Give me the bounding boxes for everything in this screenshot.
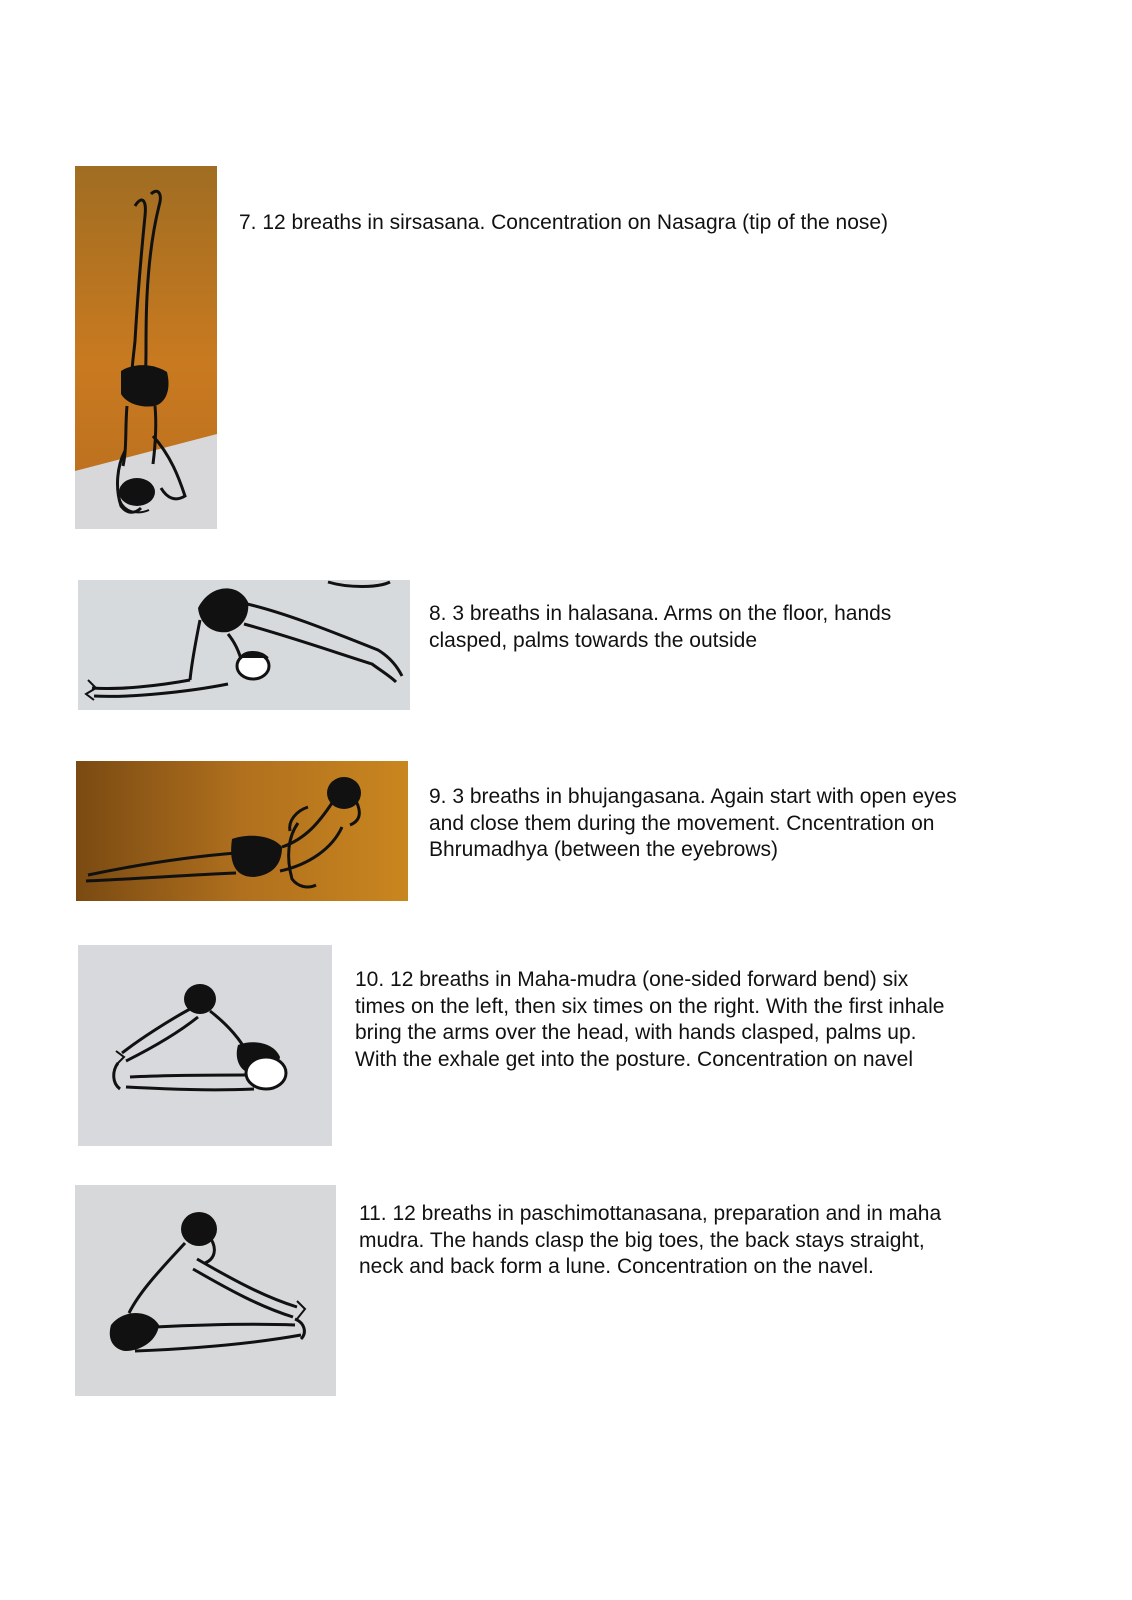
pose-11-line-3: neck and back form a lune. Concentration on the navel. [359, 1255, 874, 1278]
pose-8-line-2: clasped, palms towards the outside [429, 628, 758, 652]
pose-7-text [239, 210, 888, 237]
pose-8-line-1: 8. 3 breaths in halasana. Arms on the floor, hands [429, 602, 892, 625]
pose-11-line-1: 11. 12 breaths in paschimottanasana, preparation and in maha [359, 1202, 942, 1225]
maha-mudra-illustration [78, 945, 332, 1146]
pose-9-line-3: Bhrumadhya (between the eyebrows) [429, 838, 779, 861]
pose-9-line-2: and close them during the movement. Cncentration on [429, 811, 935, 835]
pose-10-line-4: With the exhale get into the posture. Concentration on navel [355, 1047, 914, 1071]
pose-11-text [359, 1201, 941, 1281]
pose-11-line-2: mudra. The hands clasp the big toes, the back stays straight, [359, 1228, 925, 1252]
halasana-illustration [78, 580, 410, 710]
pose-10-line-1: 10. 12 breaths in Maha-mudra (one-sided forward bend) six [355, 968, 909, 991]
pose-9-text [429, 784, 957, 864]
pose-10-line-2: times on the left, then six times on the right. With the first inhale [355, 994, 945, 1018]
paschimottanasana-illustration [75, 1185, 336, 1396]
bhujangasana-illustration [76, 761, 408, 901]
pose-8-text [429, 601, 891, 654]
pose-7-line-1: 7. 12 breaths in sirsasana. Concentration on Nasagra (tip of the nose) [239, 211, 889, 234]
pose-10-text [355, 967, 944, 1073]
pose-9-line-1: 9. 3 breaths in bhujangasana. Again start with open eyes [429, 785, 957, 808]
sirsasana-illustration [75, 166, 217, 529]
pose-10-line-3: bring the arms over the head, with hands clasped, palms up. [355, 1021, 917, 1044]
